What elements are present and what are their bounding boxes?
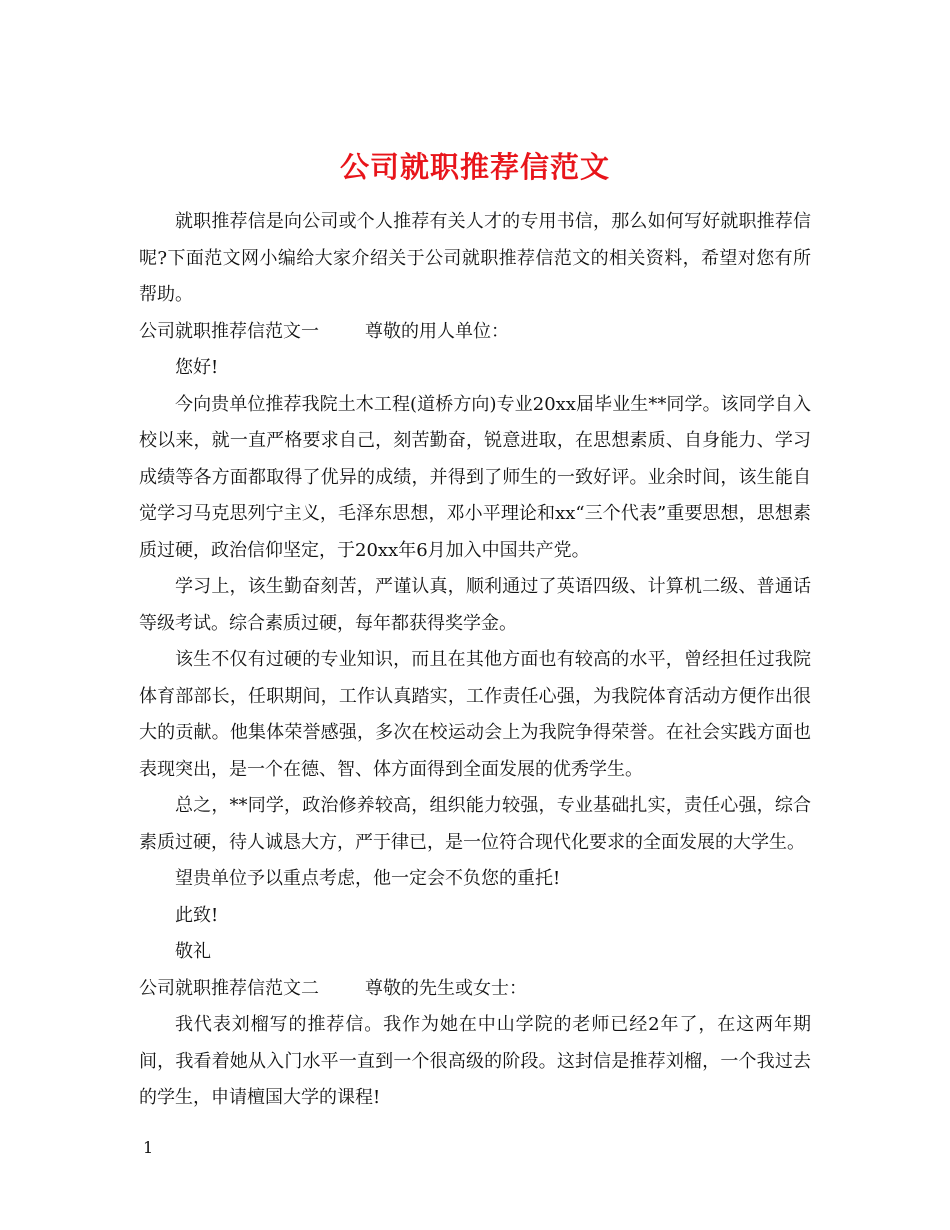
sample1-paragraph: 该生不仅有过硬的专业知识，而且在其他方面也有较高的水平，曾经担任过我院体育部部长，任职期间，工作认真踏实，工作责任心强，为我院体育活动方便作出很大的贡献。他集体荣誉感强，多次在校运动会上为我院争得荣誉。在社会实践方面也表现突出，是一个在德、智、体方面得到全面发展的优秀学生。 (139, 649, 811, 780)
sample1-paragraph: 望贵单位予以重点考虑，他一定会不负您的重托! (175, 868, 561, 889)
sample1-heading-line (139, 314, 811, 351)
page-title: 公司就职推荐信范文 (339, 150, 610, 185)
sample1-salutation: 尊敬的用人单位： (365, 320, 509, 342)
sample2-paragraph: 我代表刘榴写的推荐信。我作为她在中山学院的老师已经2年了，在这两年期间，我看着她从入门水平一直到一个很高级的阶段。这封信是推荐刘榴，一个我过去的学生，申请檀国大学的课程! (139, 1014, 811, 1108)
sample2-salutation: 尊敬的先生或女士： (365, 977, 527, 999)
sample1-heading: 公司就职推荐信范文一 (139, 320, 319, 342)
sample1-paragraph: 学习上，该生勤奋刻苦，严谨认真，顺利通过了英语四级、计算机二级、普通话等级考试。综合素质过硬，每年都获得奖学金。 (139, 576, 811, 634)
sample2-heading-line (139, 971, 811, 1008)
page-number: 1 (143, 1138, 154, 1157)
sample1-regards: 敬礼 (175, 941, 211, 962)
sample1-paragraph: 今向贵单位推荐我院土木工程(道桥方向)专业20xx届毕业生**同学。该同学自入校以来，就一直严格要求自己，刻苦勤奋，锐意进取，在思想素质、自身能力、学习成绩等各方面都取得了优异的成绩，并得到了师生的一致好评。业余时间，该生能自觉学习马克思列宁主义，毛泽东思想，邓小平理论和xx“三个代表”重要思想，思想素质过硬，政治信仰坚定，于20xx年6月加入中国共产党。 (139, 393, 811, 561)
sample1-closing: 此致! (175, 904, 219, 926)
sample1-greeting: 您好! (175, 357, 219, 378)
sample1-paragraph: 总之，**同学，政治修养较高，组织能力较强，专业基础扎实，责任心强，综合素质过硬，待人诚恳大方，严于律已，是一位符合现代化要求的全面发展的大学生。 (139, 795, 811, 853)
sample2-heading: 公司就职推荐信范文二 (139, 977, 319, 999)
document-body (139, 204, 811, 1117)
intro-paragraph: 就职推荐信是向公司或个人推荐有关人才的专用书信，那么如何写好就职推荐信呢?下面范文网小编给大家介绍关于公司就职推荐信范文的相关资料，希望对您有所帮助。 (139, 211, 811, 305)
